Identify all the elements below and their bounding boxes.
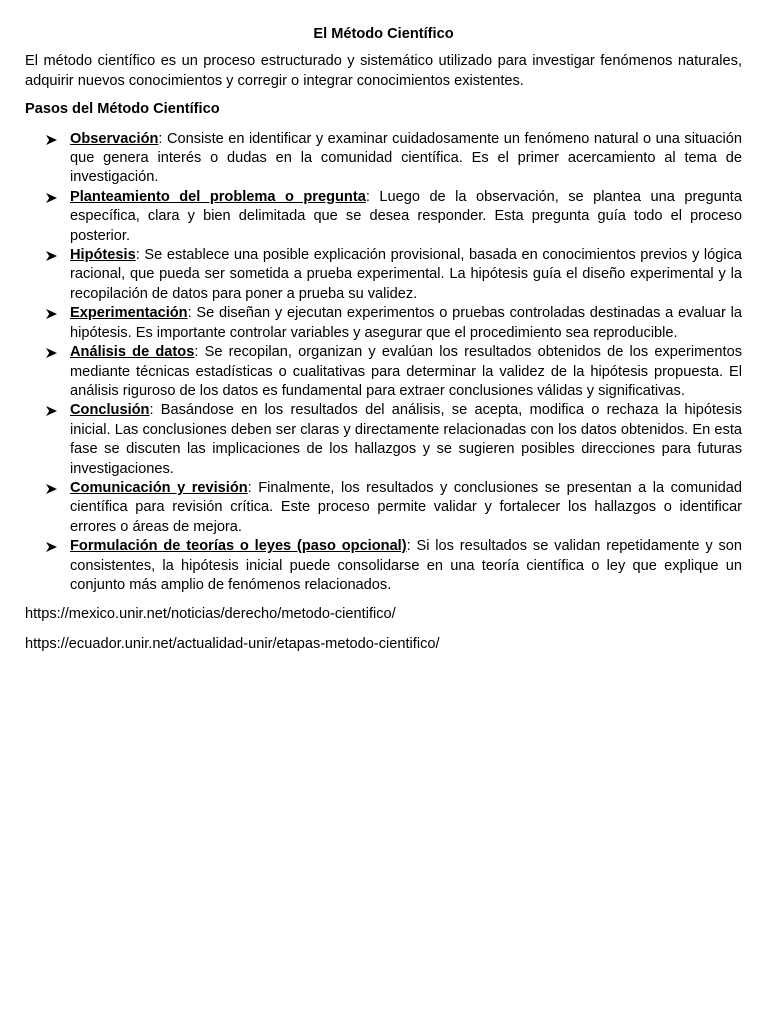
arrow-bullet-icon [46, 537, 62, 556]
list-item [25, 343, 742, 401]
step-description: : Basándose en los resultados del análisis, se acepta, modifica o rechaza la hipótesis inicial. Las conclusiones deben ser claras y directamente relacionadas con los datos obtenidos. En esta fase se discuten las implicaciones de los hallazgos y se sugieren posibles direcciones para futuras investigaciones. [70, 402, 742, 477]
step-term: Conclusión [70, 402, 150, 419]
step-term: Observación [70, 130, 159, 147]
intro-paragraph: El método científico es un proceso estructurado y sistemático utilizado para investigar fenómenos naturales, adquirir nuevos conocimientos y corregir o integrar conocimientos existentes. [25, 53, 742, 89]
step-description: : Se recopilan, organizan y evalúan los resultados obtenidos de los experimentos mediante técnicas estadísticas o cualitativas para determinar la validez de la hipótesis propuesta. El análisis riguroso de los datos es fundamental para extraer conclusiones válidas y significativas. [70, 344, 742, 399]
list-item [25, 130, 742, 188]
step-term: Experimentación [70, 305, 188, 322]
list-item [25, 188, 742, 246]
step-term: Comunicación y revisión [70, 479, 248, 496]
arrow-bullet-icon [46, 246, 62, 265]
step-description: : Luego de la observación, se plantea una pregunta específica, clara y bien delimitada que se desea responder. Esta pregunta guía todo el proceso posterior. [70, 188, 742, 244]
step-description: : Consiste en identificar y examinar cuidadosamente un fenómeno natural o una situación que genera interés o dudas en la comunidad científica. Es el primer acercamiento al tema de investigación. [70, 130, 742, 186]
arrow-bullet-icon [46, 188, 62, 207]
section-heading: Pasos del Método Científico [25, 101, 220, 118]
arrow-bullet-icon [46, 343, 62, 362]
list-item [25, 479, 742, 537]
step-description: : Finalmente, los resultados y conclusiones se presentan a la comunidad científica para revisión crítica. Este proceso permite validar y fortalecer los hallazgos o identificar errores o áreas de mejora. [70, 479, 742, 535]
arrow-bullet-icon [46, 401, 62, 420]
reference-url[interactable]: https://mexico.unir.net/noticias/derecho/metodo-cientifico/ [25, 606, 396, 623]
step-term: Formulación de teorías o leyes (paso opcional) [70, 538, 407, 555]
list-item [25, 246, 742, 304]
step-term: Planteamiento del problema o pregunta [70, 188, 366, 205]
steps-list [25, 130, 742, 596]
arrow-bullet-icon [46, 130, 62, 149]
list-item [25, 401, 742, 479]
arrow-bullet-icon [46, 304, 62, 323]
arrow-bullet-icon [46, 479, 62, 498]
list-item [25, 304, 742, 343]
step-description: : Si los resultados se validan repetidamente y son consistentes, la hipótesis inicial puede consolidarse en una teoría científica o ley que explique un conjunto más amplio de fenómenos relacionados. [70, 538, 742, 593]
reference-url[interactable]: https://ecuador.unir.net/actualidad-unir/etapas-metodo-cientifico/ [25, 635, 440, 652]
step-term: Hipótesis [70, 247, 136, 264]
document-title: El Método Científico [313, 26, 454, 42]
step-term: Análisis de datos [70, 344, 195, 361]
list-item [25, 537, 742, 595]
step-description: : Se establece una posible explicación provisional, basada en conocimientos previos y lógica racional, que pueda ser sometida a prueba experimental. La hipótesis guía el diseño experimental y la recopilación de datos para poner a prueba su validez. [70, 247, 742, 302]
step-description: : Se diseñan y ejecutan experimentos o pruebas controladas destinadas a evaluar la hipótesis. Es importante controlar variables y asegurar que el procedimiento sea reproducible. [70, 305, 742, 341]
